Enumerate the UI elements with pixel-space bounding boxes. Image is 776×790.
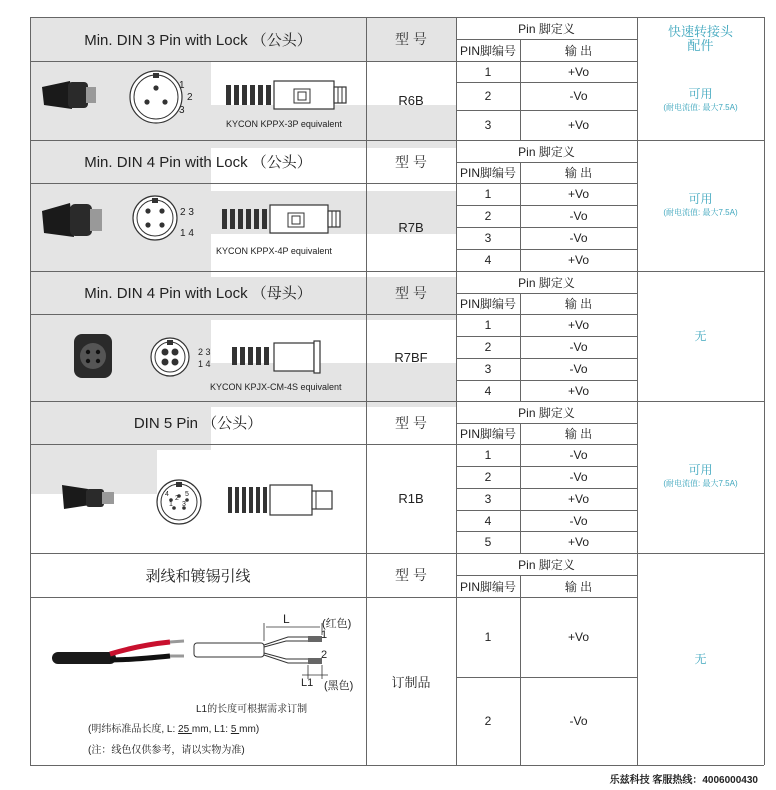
model-code: R1B [398, 491, 424, 506]
accessory-availability [637, 553, 764, 765]
dimension-L: L [283, 612, 290, 626]
accessory-header-line: 快速转接头 [667, 24, 733, 39]
pin-number: 4 [484, 513, 492, 528]
note-text: mm) [239, 724, 260, 735]
pin-output: -Vo [569, 513, 588, 528]
pin-label: 1 4 [198, 359, 211, 369]
wire-number-2: 2 [321, 649, 328, 661]
section-title: 剥线和镀锡引线 [145, 567, 251, 585]
accessory-status: 可用 [688, 86, 713, 101]
column-divider [520, 423, 521, 553]
pin-number: 3 [484, 492, 492, 506]
din5-face-icon [154, 477, 204, 527]
pin-number: 1 [484, 630, 492, 644]
wire-note-standard [88, 720, 259, 735]
accessory-availability [637, 140, 764, 271]
accessory-availability [637, 401, 764, 553]
pin-number: 1 [484, 448, 492, 462]
pin-label: 1 4 [180, 228, 194, 239]
pin-label: 1 [179, 80, 185, 91]
column-divider [30, 17, 31, 765]
row-divider [456, 423, 637, 424]
model-code: R6B [398, 93, 424, 108]
row-divider [456, 510, 637, 511]
accessory-status: 无 [694, 652, 707, 666]
equivalent-part: KYCON KPPX-4P equivalent [216, 246, 332, 256]
section-title: DIN 5 Pin （公头） [133, 415, 263, 432]
model-label: 型 号 [395, 284, 427, 301]
model-code: R7BF [394, 350, 428, 365]
wire-color-red: (红色) [322, 618, 352, 630]
row-divider [456, 39, 637, 40]
pin-number: 1 [484, 187, 492, 201]
section-title: Min. DIN 4 Pin with Lock （公头） [84, 154, 312, 171]
row-divider [456, 162, 637, 163]
pin-number: 5 [484, 535, 492, 549]
pin-number: 2 [484, 89, 492, 103]
row-divider [30, 765, 764, 766]
note-text: mm, L1: [191, 724, 231, 735]
note-length-L1: 5 [230, 724, 240, 735]
output-label: 输 出 [564, 43, 593, 58]
pin-output: +Vo [567, 253, 590, 267]
wire-note-color: (注：线色仅供参考，请以实物为准) [88, 745, 245, 756]
section-title: Min. DIN 4 Pin with Lock （母头） [84, 285, 312, 302]
pin-output: -Vo [569, 89, 588, 103]
row-divider [456, 531, 637, 532]
row-divider [30, 401, 637, 402]
pin-num-label: PIN脚编号 [459, 579, 516, 594]
column-divider [764, 17, 765, 765]
row-divider [30, 444, 456, 445]
row-divider [456, 249, 637, 250]
pin-number: 3 [484, 362, 492, 376]
pin-output: +Vo [567, 383, 590, 398]
din3-side-icon [224, 77, 364, 117]
pin-number: 4 [484, 383, 492, 398]
pin-number: 2 [484, 209, 492, 223]
section-title: Min. DIN 3 Pin with Lock （公头） [84, 31, 312, 49]
accessory-note: (耐电流值: 最大7.5A) [663, 102, 738, 112]
pin-number: 1 [484, 318, 492, 332]
output-label: 输 出 [564, 166, 593, 180]
pin-num-label: PIN脚编号 [459, 297, 516, 311]
output-label: 输 出 [564, 579, 593, 594]
row-divider [456, 358, 637, 359]
column-divider [456, 17, 457, 765]
pin-output: +Vo [567, 118, 590, 132]
pin-output: -Vo [569, 714, 588, 728]
row-divider [30, 271, 637, 272]
column-divider [520, 39, 521, 140]
pin-output: +Vo [567, 187, 590, 201]
row-divider [30, 183, 456, 184]
pin-label: 1 [169, 501, 173, 508]
accessory-status: 可用 [688, 191, 713, 206]
pin-label: 3 [182, 501, 186, 508]
pin-label: 2 3 [198, 347, 211, 357]
din5-side-icon [226, 483, 356, 523]
pin-def-label: Pin 脚定义 [518, 21, 575, 36]
row-divider [637, 553, 764, 554]
row-divider [456, 336, 637, 337]
pin-output: -Vo [569, 209, 588, 223]
row-divider [30, 553, 637, 554]
pin-number: 4 [484, 253, 492, 267]
row-divider [456, 82, 637, 83]
row-divider [456, 61, 637, 62]
wire-note-custom: L1的长度可根据需求订制 [196, 704, 308, 715]
connector-table [30, 17, 764, 765]
note-text: (明纬标准品长度, L: [88, 724, 179, 735]
column-divider [520, 162, 521, 271]
model-code: 订制品 [391, 674, 431, 690]
row-divider [456, 380, 637, 381]
output-label: 输 出 [564, 427, 593, 441]
row-divider [456, 205, 637, 206]
row-divider [456, 444, 637, 445]
pin-number: 3 [484, 231, 492, 245]
note-length-L: 25 [178, 724, 192, 735]
din3-plug-illustration [40, 75, 100, 115]
equivalent-part: KYCON KPPX-3P equivalent [226, 119, 342, 129]
column-divider [520, 575, 521, 765]
column-divider [637, 17, 638, 765]
din3-face-icon [126, 67, 186, 127]
row-divider [456, 677, 637, 678]
row-divider [30, 597, 456, 598]
pin-label: 2 3 [180, 207, 194, 218]
row-divider [456, 488, 637, 489]
pin-def-label: Pin 脚定义 [518, 405, 575, 420]
equivalent-part: KYCON KPJX-CM-4S equivalent [210, 382, 342, 392]
pin-number: 2 [484, 340, 492, 354]
wire-number-1: 1 [321, 629, 328, 641]
row-divider [637, 140, 764, 141]
dimension-L1: L1 [301, 677, 314, 689]
pin-num-label: PIN脚编号 [459, 427, 516, 441]
model-label: 型 号 [395, 31, 427, 47]
accessory-note: (耐电流值: 最大7.5A) [663, 207, 738, 217]
din4-face-icon [130, 193, 180, 243]
row-divider [456, 466, 637, 467]
din5-plug-illustration [60, 479, 120, 519]
row-divider [30, 61, 456, 62]
din4-female-illustration [72, 332, 117, 382]
pin-number: 2 [484, 714, 492, 728]
din4-female-side-icon [230, 337, 330, 377]
accessory-status: 无 [694, 329, 707, 343]
pin-label: 2 [187, 92, 193, 103]
accessory-availability [637, 271, 764, 401]
pin-num-label: PIN脚编号 [459, 166, 516, 180]
pin-output: +Vo [567, 492, 590, 506]
footer-hotline: 乐兹科技 客服热线：4006000430 [609, 775, 758, 786]
row-divider [30, 17, 764, 18]
row-divider [456, 110, 637, 111]
pin-output: +Vo [567, 535, 590, 549]
model-label: 型 号 [395, 414, 427, 431]
pin-output: -Vo [569, 340, 588, 354]
accessory-availability [637, 61, 764, 140]
din4-plug-illustration [40, 199, 110, 244]
row-divider [456, 293, 637, 294]
pin-label: 3 [179, 105, 185, 116]
pin-label: 4 [165, 491, 169, 498]
pin-number: 1 [484, 64, 492, 79]
pin-def-label: Pin 脚定义 [518, 275, 575, 290]
pin-label: 2 [175, 495, 179, 502]
pin-output: -Vo [569, 470, 588, 484]
accessory-header-line: 配件 [687, 38, 714, 53]
row-divider [456, 575, 637, 576]
pin-label: 5 [185, 491, 189, 498]
pin-def-label: Pin 脚定义 [518, 557, 575, 572]
pin-output: -Vo [569, 231, 588, 245]
pin-output: -Vo [569, 362, 588, 376]
model-label: 型 号 [395, 153, 427, 170]
column-divider [520, 293, 521, 401]
row-divider [30, 314, 456, 315]
pin-output: +Vo [567, 64, 590, 79]
din4-female-face-icon [148, 335, 192, 379]
stripped-wire-illustration [50, 622, 210, 682]
pin-output: -Vo [569, 448, 588, 462]
output-label: 输 出 [564, 297, 593, 311]
pin-number: 3 [484, 118, 492, 132]
pin-num-label: PIN脚编号 [459, 43, 516, 58]
row-divider [30, 140, 637, 141]
din4-side-icon [220, 203, 360, 243]
pin-number: 2 [484, 470, 492, 484]
row-divider [637, 271, 764, 272]
row-divider [456, 183, 637, 184]
model-label: 型 号 [395, 567, 427, 583]
row-divider [637, 401, 764, 402]
accessory-header [637, 17, 764, 61]
wire-color-black: (黑色) [324, 680, 354, 692]
row-divider [456, 597, 637, 598]
pin-def-label: Pin 脚定义 [518, 144, 575, 159]
row-divider [456, 227, 637, 228]
pin-output: +Vo [567, 318, 590, 332]
accessory-status: 可用 [688, 463, 713, 477]
row-divider [456, 314, 637, 315]
accessory-note: (耐电流值: 最大7.5A) [663, 479, 738, 488]
pin-output: +Vo [567, 630, 590, 644]
model-code: R7B [398, 219, 424, 235]
